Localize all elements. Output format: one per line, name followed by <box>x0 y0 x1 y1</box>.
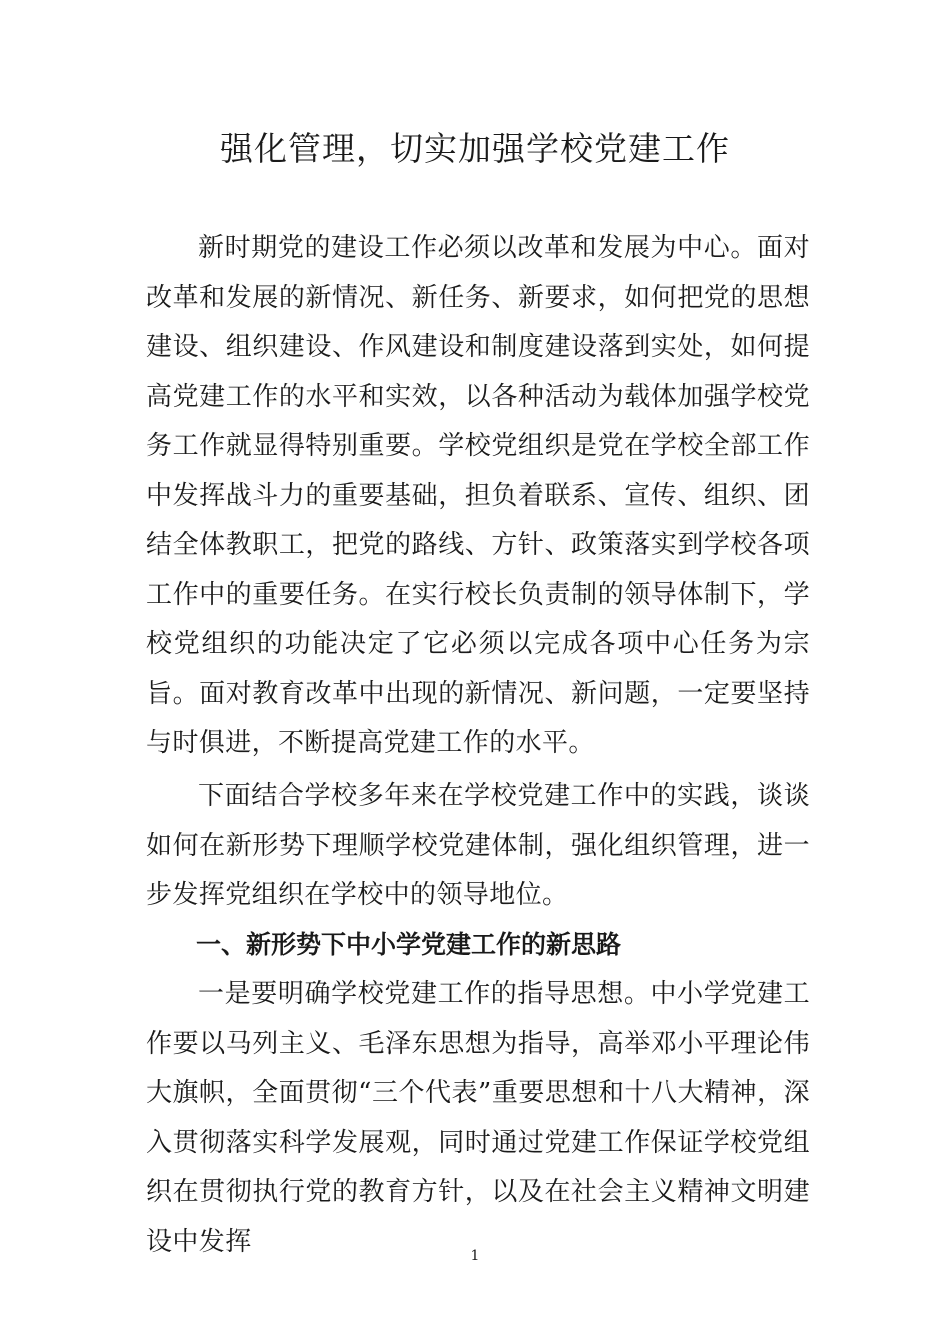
page-number: 1 <box>470 1248 480 1264</box>
section-heading: 一、新形势下中小学党建工作的新思路 <box>196 930 622 959</box>
document-title: 强化管理，切实加强学校党建工作 <box>220 129 730 168</box>
intro-paragraph: 新时期党的建设工作必须以改革和发展为中心。面对改革和发展的新情况、新任务、新要求，如何把党的思想建设、组织建设、作风建设和制度建设落到实处，如何提高党建工作的水平和实效，以各种活动为载体加强学校党务工作就显得特别重要。学校党组织是党在学校全部工作中发挥战斗力的重要基础，担负着联系、宣传、组织、团结全体教职工，把党的路线、方针、政策落实到学校各项工作中的重要任务。在实行校长负责制的领导体制下，学校党组织的功能决定了它必须以完成各项中心任务为宗旨。面对教育改革中出现的新情况、新问题，一定要坚持与时俱进，不断提高党建工作的水平。 <box>146 233 810 758</box>
section-paragraph: 一是要明确学校党建工作的指导思想。中小学党建工作要以马列主义、毛泽东思想为指导，高举邓小平理论伟大旗帜，全面贯彻“三个代表”重要思想和十八大精神，深入贯彻落实科学发展观，同时通过党建工作保证学校党组织在贯彻执行党的教育方针，以及在社会主义精神文明建设中发挥 <box>146 979 810 1257</box>
transition-paragraph: 下面结合学校多年来在学校党建工作中的实践，谈谈如何在新形势下理顺学校党建体制，强化组织管理，进一步发挥党组织在学校中的领导地位。 <box>146 781 810 910</box>
